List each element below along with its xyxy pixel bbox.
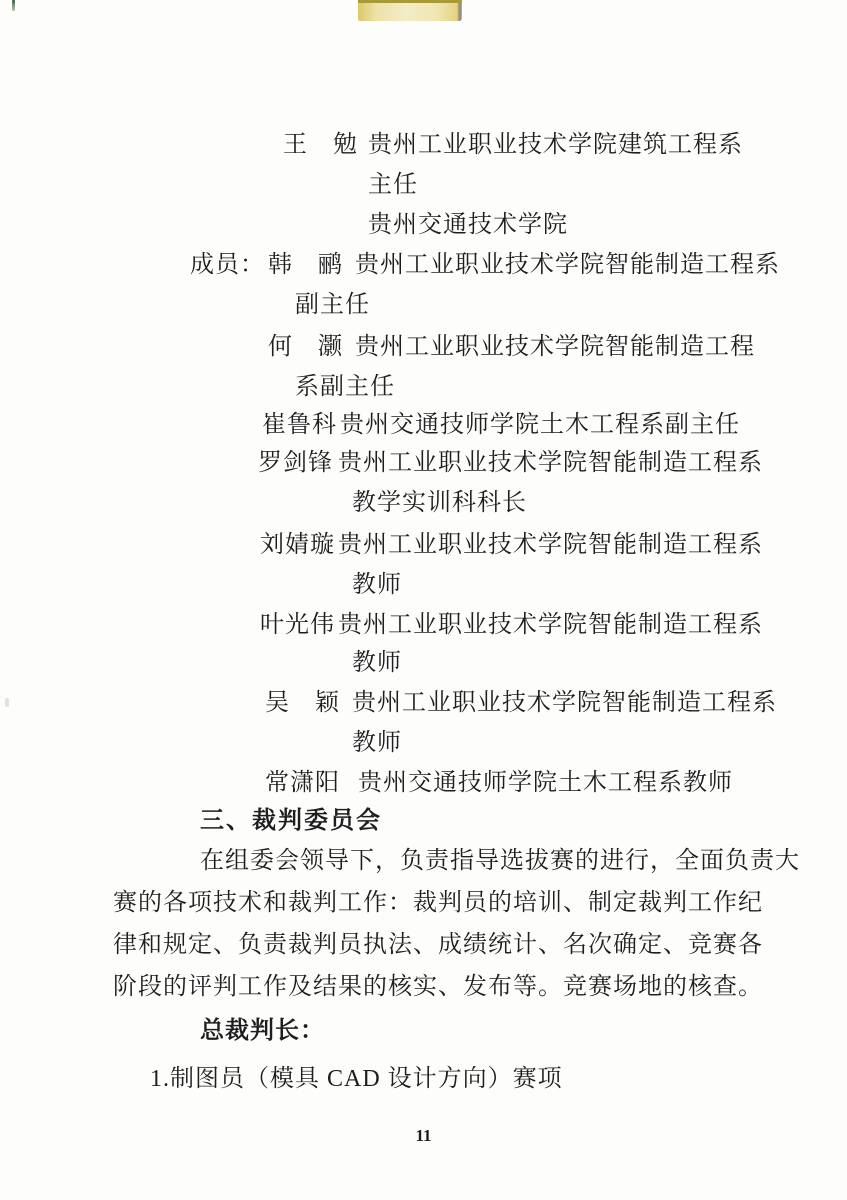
paragraph-line: 赛的各项技术和裁判工作：裁判员的培训、制定裁判工作纪	[113, 890, 763, 916]
continuation-name: 王 勉	[283, 132, 358, 158]
member-affiliation: 贵州工业职业技术学院智能制造工程系	[355, 252, 780, 278]
member-affiliation: 贵州交通技师学院土木工程系副主任	[340, 412, 740, 438]
member-role: 教学实训科科长	[352, 490, 527, 516]
page-number: 11	[415, 1126, 432, 1145]
member-role: 教师	[352, 572, 402, 598]
member-role: 教师	[352, 650, 402, 676]
member-affiliation: 贵州工业职业技术学院智能制造工程系	[338, 612, 763, 638]
member-role: 系副主任	[295, 374, 395, 400]
scan-corner-mark-artifact	[12, 0, 15, 11]
member-affiliation: 贵州工业职业技术学院智能制造工程	[355, 334, 755, 360]
member-affiliation: 贵州工业职业技术学院智能制造工程系	[338, 532, 763, 558]
member-name: 吴 颖	[265, 690, 340, 716]
member-name: 崔鲁科	[262, 412, 337, 438]
member-role: 副主任	[295, 292, 370, 318]
continuation-affiliation: 贵州工业职业技术学院建筑工程系	[368, 132, 743, 158]
member-name: 叶光伟	[260, 612, 335, 638]
member-affiliation: 贵州工业职业技术学院智能制造工程系	[338, 450, 763, 476]
section-heading: 三、裁判委员会	[200, 808, 382, 834]
member-name: 刘婧璇	[260, 532, 335, 558]
member-name: 何 灏	[268, 334, 343, 360]
member-name: 韩 鹂	[268, 252, 343, 278]
members-label: 成员：	[190, 252, 265, 278]
member-name: 常潇阳	[265, 770, 340, 796]
chief-referee-label: 总裁判长：	[200, 1018, 325, 1044]
continuation-next-org: 贵州交通技术学院	[368, 212, 568, 238]
member-affiliation: 贵州交通技师学院土木工程系教师	[358, 770, 733, 796]
member-role: 教师	[352, 730, 402, 756]
paragraph-line: 阶段的评判工作及结果的核实、发布等。竞赛场地的核查。	[113, 974, 763, 1000]
member-name: 罗剑锋	[258, 450, 333, 476]
scan-top-tab-artifact	[358, 0, 462, 21]
member-affiliation: 贵州工业职业技术学院智能制造工程系	[352, 690, 777, 716]
scan-margin-mark-artifact	[5, 698, 9, 707]
paragraph-line: 律和规定、负责裁判员执法、成绩统计、名次确定、竞赛各	[113, 932, 763, 958]
event-item: 1.制图员（模具 CAD 设计方向）赛项	[150, 1066, 563, 1092]
continuation-role: 主任	[368, 172, 418, 198]
paragraph-line: 在组委会领导下，负责指导选拔赛的进行，全面负责大	[200, 848, 800, 874]
